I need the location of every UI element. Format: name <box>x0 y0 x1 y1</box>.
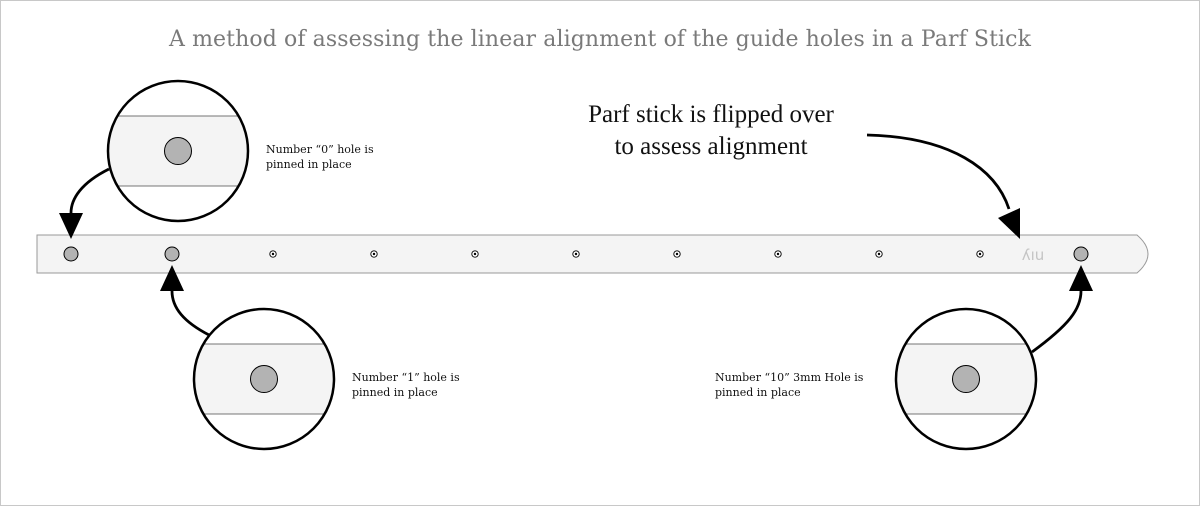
pinned-hole-10 <box>1074 247 1088 261</box>
note-hole-0 <box>266 142 374 172</box>
note-hole-1 <box>352 370 460 400</box>
arrow-hole-10 <box>1032 265 1093 352</box>
arrow-flipped-over <box>867 135 1020 239</box>
guide-hole <box>472 251 478 257</box>
guide-hole <box>977 251 983 257</box>
parf-stick-diagram <box>1 1 1199 505</box>
stick-logo-mark: ʎıu <box>1021 246 1045 264</box>
note-hole-0-line2: pinned in place <box>266 158 352 171</box>
flip-callout-line1: Parf stick is flipped over <box>588 101 834 128</box>
magnifier-hole-10 <box>889 309 1043 449</box>
note-hole-1-line2: pinned in place <box>352 386 438 399</box>
magnifier-hole-1 <box>187 309 341 449</box>
flip-callout <box>541 99 881 163</box>
guide-hole <box>876 251 882 257</box>
pinned-hole-1 <box>165 247 179 261</box>
guide-hole <box>775 251 781 257</box>
note-hole-10-line2: pinned in place <box>715 386 801 399</box>
guide-hole <box>674 251 680 257</box>
note-hole-10-line1: Number “10” 3mm Hole is <box>715 371 864 384</box>
note-hole-0-line1: Number “0” hole is <box>266 143 374 156</box>
diagram-title: A method of assessing the linear alignment of the guide holes in a Parf Stick <box>168 27 1031 52</box>
guide-hole <box>270 251 276 257</box>
arrow-hole-1 <box>160 265 209 335</box>
flip-callout-line2: to assess alignment <box>614 133 808 160</box>
arrow-hole-0 <box>59 169 109 239</box>
magnifier-hole-0 <box>101 81 255 221</box>
note-hole-1-line1: Number “1” hole is <box>352 371 460 384</box>
guide-hole <box>371 251 377 257</box>
guide-hole <box>573 251 579 257</box>
pinned-hole-0 <box>64 247 78 261</box>
note-hole-10 <box>715 370 863 400</box>
